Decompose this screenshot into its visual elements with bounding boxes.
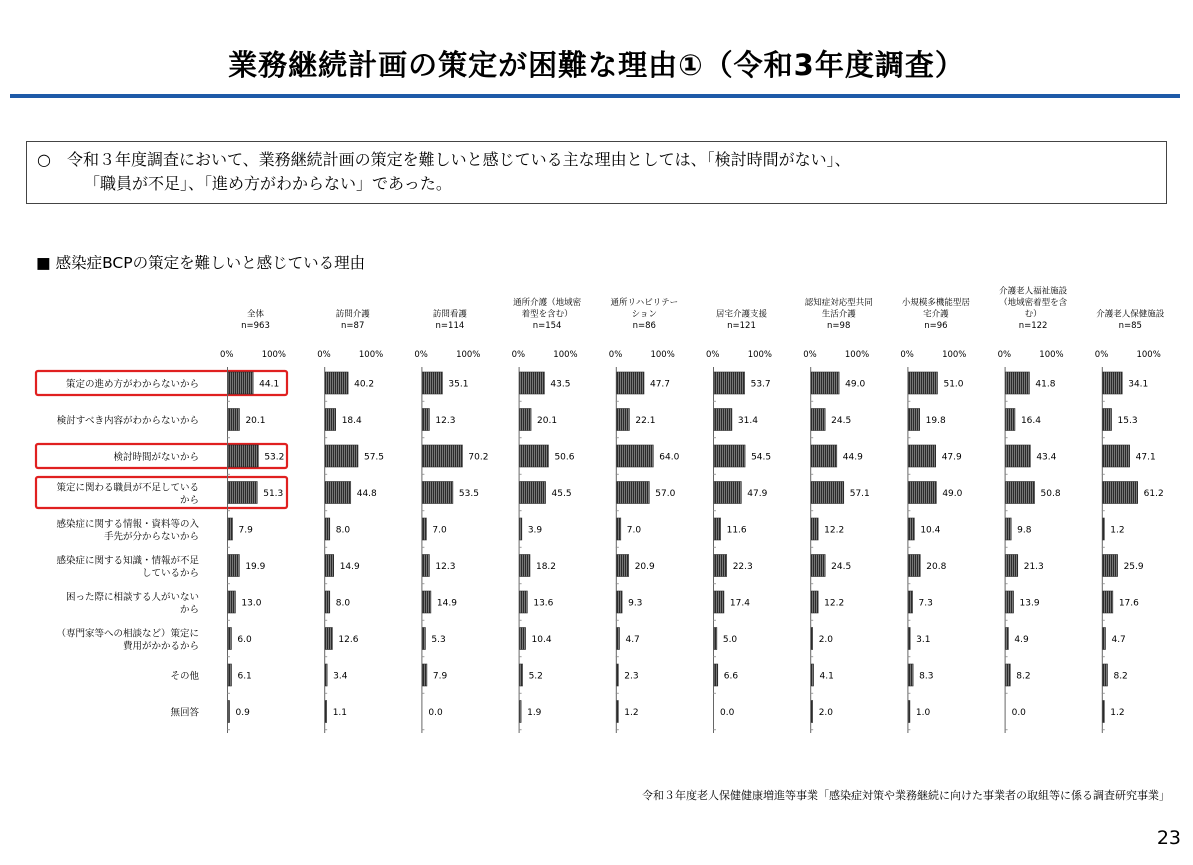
bar: [422, 518, 426, 540]
bar-value-label: 70.2: [468, 452, 489, 463]
bar-value-label: 1.2: [624, 708, 639, 718]
bar: [617, 628, 620, 650]
bar-value-label: 16.4: [1020, 416, 1041, 426]
bar: [811, 482, 844, 504]
bar-value-label: 7.9: [432, 671, 448, 682]
bar: [1006, 445, 1031, 467]
bar: [520, 409, 531, 431]
bar: [908, 628, 910, 650]
axis-max-label: 100%: [844, 350, 870, 360]
bar: [325, 628, 332, 650]
bar: [325, 664, 327, 686]
bar: [520, 664, 523, 686]
bar-value-label: 57.5: [363, 452, 385, 463]
bar: [617, 518, 621, 540]
bar: [325, 591, 330, 613]
bar-value-label: 2.0: [818, 635, 834, 645]
series-header: 着型を含む）: [521, 309, 573, 320]
bar: [520, 482, 546, 504]
bar-value-label: 17.4: [729, 598, 750, 609]
bar-value-label: 13.9: [1019, 598, 1040, 609]
bar-value-label: 50.6: [554, 452, 575, 463]
bar: [908, 482, 936, 504]
bar: [1103, 372, 1122, 394]
bar: [1006, 372, 1030, 394]
bar: [228, 409, 239, 431]
bar: [617, 591, 622, 613]
bar-value-label: 21.3: [1023, 562, 1044, 572]
bar-value-label: 40.2: [354, 379, 375, 390]
bar: [1006, 518, 1012, 540]
bar-value-label: 47.9: [747, 489, 768, 499]
bar: [811, 555, 825, 577]
axis-min-label: 0%: [220, 350, 234, 360]
bar: [1006, 628, 1009, 650]
bar: [325, 482, 351, 504]
bar-value-label: 15.3: [1117, 416, 1138, 426]
bar-value-label: 6.6: [723, 671, 739, 682]
bar-value-label: 0.0: [720, 708, 735, 718]
bar: [520, 591, 528, 613]
bar-value-label: 47.7: [649, 379, 671, 390]
bar: [228, 518, 233, 540]
bar: [617, 445, 653, 467]
bar-value-label: 9.8: [1017, 525, 1032, 536]
bar-value-label: 1.0: [915, 708, 931, 718]
bar: [1103, 445, 1130, 467]
bar: [228, 482, 257, 504]
series-header: 全体: [246, 309, 265, 320]
category-label: 感染症に関する情報・資料等の入: [56, 518, 199, 530]
bar-value-label: 53.5: [458, 489, 479, 499]
bar: [811, 372, 839, 394]
bar: [617, 664, 619, 686]
bar: [811, 409, 825, 431]
category-label: 手先が分からないから: [103, 531, 199, 543]
section-label: ■ 感染症BCPの策定を難しいと感じている理由: [36, 254, 366, 272]
axis-max-label: 100%: [650, 350, 675, 360]
bar-value-label: 19.8: [925, 416, 946, 426]
bar-value-label: 24.5: [831, 562, 852, 572]
bar-value-label: 51.3: [263, 489, 284, 499]
category-label: しているから: [141, 567, 199, 579]
bar-value-label: 12.2: [824, 598, 845, 609]
bar-value-label: 25.9: [1123, 562, 1144, 572]
bar: [1103, 628, 1106, 650]
axis-min-label: 0%: [997, 350, 1012, 360]
bar: [520, 628, 526, 650]
bar: [714, 445, 745, 467]
bar: [228, 591, 235, 613]
bar-value-label: 6.1: [237, 671, 252, 682]
bar: [422, 409, 429, 431]
bar-value-label: 10.4: [920, 525, 941, 536]
bar: [325, 409, 335, 431]
series-header: 生活介護: [821, 309, 856, 320]
bar-value-label: 41.8: [1035, 379, 1056, 390]
bar: [228, 628, 231, 650]
bar-value-label: 57.0: [655, 489, 676, 499]
bar-value-label: 5.3: [431, 635, 446, 645]
bar-value-label: 1.2: [1110, 708, 1125, 718]
bar: [422, 482, 452, 504]
bar: [422, 372, 442, 394]
bar: [714, 518, 721, 540]
bar: [811, 628, 813, 650]
bar: [228, 445, 258, 467]
bar-value-label: 1.2: [1110, 525, 1125, 536]
bar: [908, 701, 910, 723]
bar: [422, 445, 462, 467]
series-header: （地域密着型を含: [999, 298, 1068, 308]
bar-value-label: 4.7: [625, 635, 640, 645]
axis-min-label: 0%: [803, 350, 817, 360]
bar: [714, 482, 741, 504]
series-header: 宅介護: [923, 309, 949, 320]
category-label: 無回答: [170, 707, 199, 719]
category-label: 困った際に相談する人がいない: [65, 591, 199, 603]
category-label: 費用がかかるから: [122, 640, 199, 652]
bar-value-label: 44.9: [842, 452, 863, 463]
bar: [325, 372, 348, 394]
bar: [1103, 409, 1112, 431]
series-header: 居宅介護支援: [715, 309, 768, 320]
slide-title: 業務継続計画の策定が困難な理由①（令和3年度調査）: [228, 48, 965, 82]
bar-value-label: 5.2: [528, 671, 543, 682]
bar: [714, 555, 727, 577]
bar-value-label: 12.3: [435, 416, 456, 426]
axis-max-label: 100%: [942, 350, 967, 360]
bar-value-label: 34.1: [1128, 379, 1149, 390]
bar-value-label: 6.0: [237, 635, 252, 645]
bar-value-label: 1.9: [527, 708, 542, 718]
bar-value-label: 11.6: [726, 525, 747, 536]
axis-max-label: 100%: [261, 350, 286, 360]
bar-value-label: 2.0: [818, 708, 834, 718]
category-label: その他: [170, 671, 199, 682]
axis-min-label: 0%: [608, 350, 623, 360]
bar: [811, 701, 813, 723]
bar: [1103, 664, 1108, 686]
source-note: 令和３年度老人保健健康増進等事業「感染症対策や業務継続に向けた事業者の取組等に係る調査研究事業」: [642, 789, 1170, 802]
bar: [617, 372, 644, 394]
page-number: 23: [1156, 827, 1181, 849]
bar-value-label: 13.0: [241, 598, 262, 609]
bar-value-label: 0.0: [428, 708, 443, 718]
bar-value-label: 18.2: [535, 562, 557, 572]
bar-value-label: 44.8: [356, 489, 377, 499]
category-label: 策定の進め方がわからないから: [65, 379, 199, 390]
bar-value-label: 22.1: [635, 416, 656, 426]
bar: [617, 701, 619, 723]
axis-max-label: 100%: [553, 350, 578, 360]
bar-value-label: 61.2: [1143, 489, 1164, 499]
bar-value-label: 43.4: [1036, 452, 1057, 463]
bar: [714, 628, 717, 650]
bar-value-label: 24.5: [831, 416, 852, 426]
bar-value-label: 0.9: [235, 708, 250, 718]
series-header: n=121: [727, 321, 756, 331]
bar-value-label: 1.1: [332, 708, 348, 718]
bar: [908, 664, 913, 686]
bar: [908, 409, 919, 431]
series-header: 通所リハビリテー: [610, 298, 679, 308]
bar-value-label: 14.9: [436, 598, 457, 609]
category-label: から: [179, 604, 199, 616]
bar-value-label: 64.0: [659, 452, 680, 463]
bar: [325, 555, 333, 577]
axis-max-label: 100%: [1039, 350, 1064, 360]
series-header: n=96: [924, 321, 948, 331]
bar-value-label: 8.0: [335, 598, 351, 609]
bar: [714, 409, 732, 431]
series-header: 訪問看護: [432, 309, 467, 320]
series-header: 認知症対応型共同: [804, 298, 873, 308]
category-label: 検討すべき内容がわからないから: [56, 415, 199, 427]
series-header: n=98: [827, 321, 851, 331]
bar: [520, 701, 522, 723]
bar-value-label: 47.1: [1135, 452, 1156, 463]
bar-value-label: 50.8: [1040, 489, 1061, 499]
series-header: む）: [1024, 309, 1042, 320]
bar-value-label: 18.4: [341, 416, 362, 426]
bar: [1103, 482, 1138, 504]
bar-value-label: 31.4: [737, 416, 758, 426]
bar: [1103, 591, 1113, 613]
bar-value-label: 35.1: [448, 379, 469, 390]
bar: [1006, 555, 1018, 577]
series-header: 小規模多機能型居: [901, 298, 970, 308]
bar-value-label: 13.6: [533, 598, 554, 609]
bar: [228, 664, 231, 686]
bar: [1006, 664, 1011, 686]
bar-value-label: 49.0: [942, 489, 963, 499]
bar-value-label: 19.9: [245, 562, 266, 572]
bar: [1006, 482, 1035, 504]
series-header: n=86: [632, 321, 656, 331]
bar-value-label: 3.4: [333, 671, 348, 682]
bar-value-label: 22.3: [732, 562, 753, 572]
bar: [908, 518, 914, 540]
bar-value-label: 8.3: [919, 671, 934, 682]
bar: [422, 591, 430, 613]
series-header: n=154: [532, 321, 562, 331]
bar: [617, 482, 649, 504]
bar: [1103, 701, 1105, 723]
bar-value-label: 20.8: [926, 562, 947, 572]
bar-value-label: 12.6: [338, 635, 359, 645]
bar: [422, 555, 429, 577]
series-header: n=114: [435, 321, 465, 331]
bar-value-label: 17.6: [1118, 598, 1139, 609]
bar: [811, 591, 818, 613]
bar-value-label: 45.5: [551, 489, 572, 499]
bar-value-label: 12.3: [435, 562, 456, 572]
bar-value-label: 0.0: [1011, 708, 1026, 718]
series-header: 通所介護（地域密: [513, 298, 582, 308]
bar: [1103, 555, 1118, 577]
bar: [325, 518, 330, 540]
bar-value-label: 7.3: [918, 598, 933, 609]
axis-min-label: 0%: [900, 350, 914, 360]
bar: [520, 445, 549, 467]
bar: [228, 555, 239, 577]
bar-value-label: 7.0: [432, 525, 447, 536]
bar: [617, 555, 629, 577]
bar-value-label: 3.9: [527, 525, 543, 536]
bar: [520, 518, 522, 540]
bar-value-label: 57.1: [849, 489, 870, 499]
bar-value-label: 8.2: [1016, 671, 1031, 682]
bar-value-label: 4.1: [819, 671, 834, 682]
series-header: 介護老人保健施設: [1096, 309, 1165, 320]
bar: [714, 664, 718, 686]
bar: [908, 555, 920, 577]
bar: [908, 591, 912, 613]
series-header: n=963: [241, 321, 270, 331]
series-header: n=87: [341, 321, 365, 331]
bar-value-label: 4.7: [1111, 635, 1126, 645]
bar: [1103, 518, 1105, 540]
bar-value-label: 20.1: [245, 416, 266, 426]
bar-value-label: 47.9: [941, 452, 962, 463]
category-label: 感染症に関する知識・情報が不足: [56, 555, 199, 567]
bar-value-label: 9.3: [628, 598, 643, 609]
bar-value-label: 10.4: [531, 635, 552, 645]
bar: [422, 664, 427, 686]
bar: [811, 518, 818, 540]
axis-min-label: 0%: [706, 350, 720, 360]
bar: [228, 372, 253, 394]
bar-value-label: 3.1: [916, 635, 931, 645]
category-label: （専門家等への相談など）策定に: [56, 628, 199, 640]
series-header: 介護老人福祉施設: [999, 286, 1068, 297]
category-label: 検討時間がないから: [113, 452, 199, 463]
bar-value-label: 20.9: [634, 562, 655, 572]
bar-value-label: 4.9: [1014, 635, 1029, 645]
series-header: n=122: [1018, 321, 1048, 331]
axis-min-label: 0%: [414, 350, 428, 360]
bar: [325, 701, 327, 723]
axis-max-label: 100%: [358, 350, 384, 360]
axis-min-label: 0%: [511, 350, 526, 360]
series-header: n=85: [1118, 321, 1142, 331]
bar: [520, 372, 545, 394]
bar: [714, 372, 745, 394]
bar-value-label: 2.3: [624, 671, 639, 682]
category-label: から: [179, 494, 199, 506]
bar: [1006, 409, 1015, 431]
bar: [714, 591, 724, 613]
series-header: 訪問介護: [335, 309, 370, 320]
bar: [908, 372, 937, 394]
bar: [520, 555, 530, 577]
bar-value-label: 12.2: [824, 525, 845, 536]
bar-value-label: 54.5: [751, 452, 772, 463]
bar-value-label: 8.2: [1113, 671, 1128, 682]
bar-value-label: 14.9: [339, 562, 360, 572]
bar-value-label: 8.0: [335, 525, 351, 536]
summary-line-2: 「職員が不足」、「進め方がわからない」であった。: [84, 174, 452, 193]
bar-value-label: 53.2: [264, 452, 285, 463]
axis-min-label: 0%: [1094, 350, 1109, 360]
bar: [617, 409, 630, 431]
bar: [908, 445, 935, 467]
bar-value-label: 53.7: [750, 379, 771, 390]
axis-max-label: 100%: [747, 350, 772, 360]
bar-value-label: 7.0: [626, 525, 642, 536]
bar: [325, 445, 358, 467]
bar-value-label: 5.0: [722, 635, 738, 645]
bar-value-label: 20.1: [537, 416, 558, 426]
bar: [1006, 591, 1014, 613]
bar-value-label: 7.9: [238, 525, 253, 536]
bar-value-label: 49.0: [845, 379, 866, 390]
bar: [422, 628, 425, 650]
bar-value-label: 44.1: [259, 379, 280, 390]
category-label: 策定に関わる職員が不足している: [56, 482, 199, 494]
axis-max-label: 100%: [456, 350, 481, 360]
bar-value-label: 51.0: [943, 379, 964, 390]
bar: [811, 664, 813, 686]
axis-min-label: 0%: [317, 350, 331, 360]
bar: [228, 701, 230, 723]
summary-line-1: ○ 令和３年度調査において、業務継続計画の策定を難しいと感じている主な理由としては、「検討時間がない」、: [37, 150, 851, 169]
bar-value-label: 43.5: [550, 379, 571, 390]
series-header: ション: [631, 309, 657, 320]
bar: [811, 445, 837, 467]
axis-max-label: 100%: [1136, 350, 1161, 360]
